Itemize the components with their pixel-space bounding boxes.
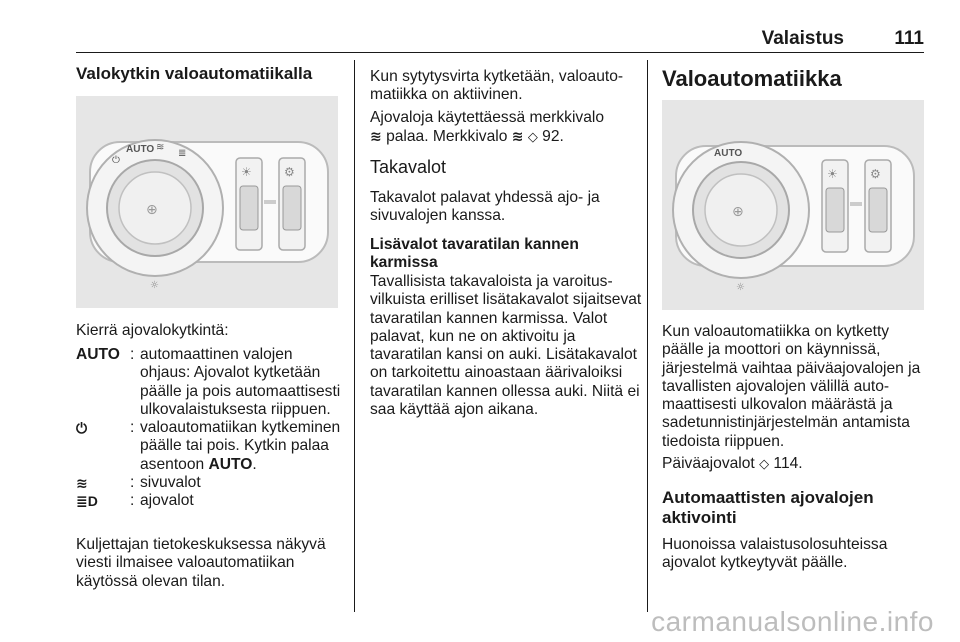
svg-text:⚙: ⚙ xyxy=(870,167,881,181)
takavalot-heading: Takavalot xyxy=(370,157,447,177)
section-title: Valaistus xyxy=(761,28,844,49)
mid-para-3: Takavalot palavat yhdessä ajo- ja sivuvalojen kanssa. xyxy=(370,189,600,225)
svg-text:⚙: ⚙ xyxy=(284,165,295,179)
svg-text:≣: ≣ xyxy=(178,148,187,159)
low-beam-icon: ≣D xyxy=(76,493,98,510)
power-icon: ⏻ xyxy=(76,420,88,437)
left-intro: Kierrä ajovalokytkintä: xyxy=(76,322,229,339)
left-heading: Valokytkin valoautomatiikalla xyxy=(76,64,313,83)
mid-para-4: Tavallisista takavaloista ja varoitusvilkuista erilliset lisätakavalot sijaitsevat tavaratilan kannen karmissa. Valot palavat, kun ne on aktivoitu ja tavaratilan kansi on auki. Lisätakavalot on tarkoitettu ainoastaan äärivaloiksi tavaratilan kannen ollessa auki. Niitä ei saa käyttää ajon aikana. xyxy=(370,273,642,419)
auto-light-figure xyxy=(662,100,924,310)
term-auto: AUTO xyxy=(76,346,120,363)
figure-auto-label: AUTO xyxy=(126,144,155,155)
mid-para-1: Kun sytytysvirta kytketään, valoautomatiikka on aktiivinen. xyxy=(370,68,624,104)
desc-parking-lights: sivuvalot xyxy=(140,474,201,492)
cross-reference-icon: ◇ xyxy=(759,456,770,471)
svg-text:⏻: ⏻ xyxy=(112,155,120,166)
light-switch-figure xyxy=(76,96,338,308)
cross-reference-icon: ◇ xyxy=(527,129,538,145)
desc-auto: automaattinen valojen ohjaus: Ajovalot kytketään päälle ja pois automaattisesti ulkovalaistuksesta riippuen. xyxy=(140,346,341,418)
column-divider-right xyxy=(647,60,648,612)
page-header xyxy=(76,26,924,53)
parking-light-icon: ≋ xyxy=(511,128,524,145)
mid-para-2: Ajovaloja käytettäessä merkkivalo ≋ palaa. Merkkivalo ≋ ◇ 92. xyxy=(370,109,605,146)
svg-text:⊕: ⊕ xyxy=(146,202,158,218)
right-para-2: Päiväajovalot ◇ 114. xyxy=(662,455,803,472)
right-para-3: Huonoissa valaistusolosuhteissa ajovalot kytkeytyvät päälle. xyxy=(662,536,888,572)
page-number: 111 xyxy=(894,28,924,49)
auto-activation-heading: Automaattisten ajovalojen aktivointi xyxy=(662,488,874,527)
figure-auto-label: AUTO xyxy=(714,148,743,159)
svg-text:☀: ☀ xyxy=(241,165,252,179)
watermark: carmanualsonline.info xyxy=(651,606,934,637)
svg-text:☼: ☼ xyxy=(150,280,159,291)
column-divider-left xyxy=(354,60,355,612)
mode-definitions xyxy=(76,346,346,511)
definition-low-beam: ≣D : ajovalot xyxy=(76,492,346,510)
right-para-1: Kun valoautomatiikka on kytketty päälle ja moottori on käynnissä, järjestelmä vaihtaa päiväajovalojen ja tavallisten ajovalojen välillä automaattisesti ulkovalon määrästä ja sadetunnistinjärjestelmän antamista tiedoista riippuen. xyxy=(662,323,921,450)
definition-power: ⏻ : valoautomatiikan kytkeminen päälle tai pois. Kytkin palaa asentoon AUTO. xyxy=(76,419,346,474)
definition-auto: AUTO : automaattinen valojen ohjaus: Ajovalot kytketään päälle ja pois automaattisesti ulkovalaistuksesta riippuen. xyxy=(76,346,346,419)
auto-light-illustration xyxy=(662,100,924,310)
svg-text:≋: ≋ xyxy=(156,142,165,153)
parking-light-icon: ≋ xyxy=(370,128,382,145)
desc-low-beam: ajovalot xyxy=(140,492,194,510)
light-switch-illustration xyxy=(76,96,338,308)
desc-power: valoautomatiikan kytkeminen päälle tai pois. Kytkin palaa asentoon AUTO. xyxy=(140,419,341,473)
left-outro: Kuljettajan tietokeskuksessa näkyvä viesti ilmaisee valoautomatiikan käytössä olevan tilan. xyxy=(76,536,326,590)
parking-light-icon: ≋ xyxy=(76,475,88,492)
svg-text:⊕: ⊕ xyxy=(732,204,744,220)
lisavalot-heading: Lisävalot tavaratilan kannen karmissa xyxy=(370,236,579,272)
svg-text:☀: ☀ xyxy=(827,167,838,181)
definition-parking-lights: ≋ : sivuvalot xyxy=(76,474,346,492)
svg-text:☼: ☼ xyxy=(736,282,745,293)
right-heading: Valoautomatiikka xyxy=(662,66,842,91)
